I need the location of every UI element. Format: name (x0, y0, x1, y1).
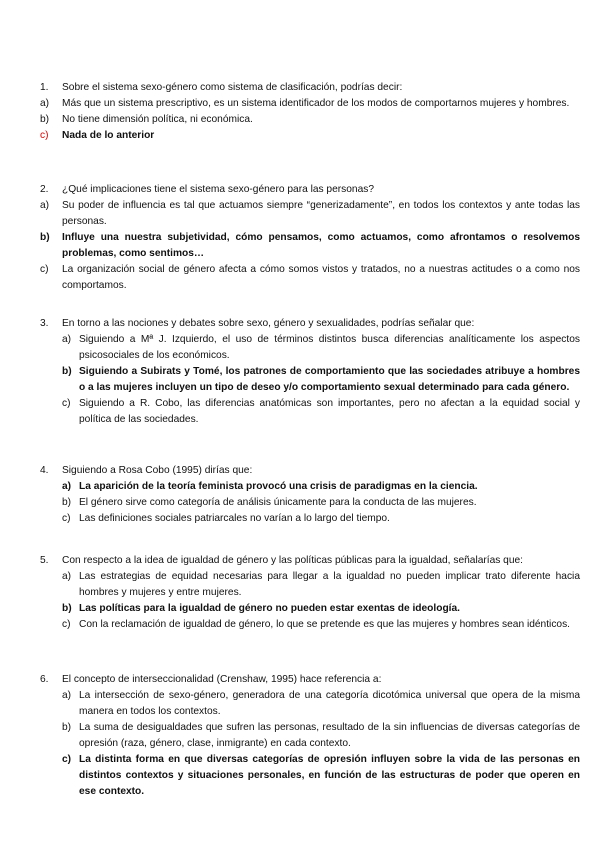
option-text: Su poder de influencia es tal que actuamos siempre “generizadamente”, en todos los contextos y ante todas las personas. (62, 200, 580, 227)
option-text: La suma de desigualdades que sufren las personas, resultado de la sin influencias de diversas categorías de opresión (raza, género, clase, inmigrante) en cada contexto. (79, 722, 580, 749)
option-text: Más que un sistema prescriptivo, es un sistema identificador de los modos de comportarnos mujeres y hombres. (62, 98, 570, 109)
option-text: Las definiciones sociales patriarcales no varían a lo largo del tiempo. (79, 513, 390, 524)
option-text: Siguiendo a R. Cobo, las diferencias anatómicas son importantes, pero no afectan a la equidad social y política de las sociedades. (79, 398, 580, 425)
question-text: Sobre el sistema sexo-género como sistema de clasificación, podrías decir: (62, 82, 403, 93)
option-b-correct (40, 364, 580, 396)
question-4 (40, 463, 580, 527)
option-text: La intersección de sexo-género, generadora de una categoría dicotómica universal que opera de la misma manera en todos los contextos. (79, 690, 580, 717)
question-stem (40, 182, 580, 198)
option-b (40, 720, 580, 752)
option-letter: c) (62, 398, 71, 409)
question-text: Siguiendo a Rosa Cobo (1995) dirías que: (62, 465, 253, 476)
question-number: 6. (40, 674, 49, 685)
question-number: 3. (40, 318, 49, 329)
option-letter: c) (40, 264, 49, 275)
option-letter: a) (62, 690, 72, 701)
option-text: El género sirve como categoría de análisis únicamente para la conducta de las mujeres. (79, 497, 477, 508)
question-stem (40, 80, 580, 96)
option-c (40, 617, 580, 633)
option-letter: a) (62, 334, 72, 345)
option-letter: c) (40, 130, 49, 141)
option-letter: b) (62, 603, 72, 614)
option-b-correct (40, 230, 580, 262)
option-text: Las políticas para la igualdad de género no pueden estar exentas de ideología. (79, 603, 461, 614)
option-text: Nada de lo anterior (62, 130, 155, 141)
option-text: Siguiendo a Subirats y Tomé, los patrones de comportamiento que las sociedades atribuye a hombres o a las mujeres incluyen un tipo de deseo y/o comportamiento sexual determinado para cada género. (79, 366, 580, 393)
option-letter: b) (40, 232, 50, 243)
option-b (40, 112, 580, 128)
question-stem (40, 316, 580, 332)
option-a (40, 688, 580, 720)
option-text: La distinta forma en que diversas categorías de opresión influyen sobre la vida de las personas en distintos contextos y situaciones personales, en función de las estructuras de poder que operen en ese contexto. (79, 754, 580, 797)
question-1 (40, 80, 580, 144)
option-text: No tiene dimensión política, ni económica. (62, 114, 253, 125)
question-2 (40, 182, 580, 294)
question-text: ¿Qué implicaciones tiene el sistema sexo-género para las personas? (62, 184, 375, 195)
option-a (40, 96, 580, 112)
option-letter: a) (40, 98, 50, 109)
question-text: En torno a las nociones y debates sobre sexo, género y sexualidades, podrías señalar que: (62, 318, 475, 329)
option-letter: b) (40, 114, 50, 125)
option-text: Con la reclamación de igualdad de género, lo que se pretende es que las mujeres y hombres sean idénticos. (79, 619, 570, 630)
option-letter: c) (62, 754, 72, 765)
question-stem (40, 463, 580, 479)
option-text: Siguiendo a Mª J. Izquierdo, el uso de términos distintos busca diferencias analíticamente los aspectos psicosociales de los económicos. (79, 334, 580, 361)
option-c-correct (40, 128, 580, 144)
question-6 (40, 672, 580, 800)
option-c (40, 396, 580, 428)
question-3 (40, 316, 580, 428)
question-number: 5. (40, 555, 49, 566)
option-text: La organización social de género afecta a cómo somos vistos y tratados, no a nuestras actitudes o a como nos comportamos. (62, 264, 580, 291)
option-letter: b) (62, 366, 72, 377)
option-letter: a) (62, 571, 72, 582)
question-number: 4. (40, 465, 49, 476)
option-letter: c) (62, 513, 71, 524)
option-b-correct (40, 601, 580, 617)
question-text: Con respecto a la idea de igualdad de género y las políticas públicas para la igualdad, señalarías que: (62, 555, 524, 566)
option-text: Influye una nuestra subjetividad, cómo pensamos, como actuamos, como afrontamos o resolvemos problemas, como sentimos… (62, 232, 580, 259)
option-letter: a) (40, 200, 50, 211)
question-text: El concepto de interseccionalidad (Crenshaw, 1995) hace referencia a: (62, 674, 382, 685)
option-c (40, 262, 580, 294)
question-5 (40, 553, 580, 633)
option-a (40, 332, 580, 364)
option-text: La aparición de la teoría feminista provocó una crisis de paradigmas en la ciencia. (79, 481, 478, 492)
question-stem (40, 553, 580, 569)
option-a-correct (40, 479, 580, 495)
option-c-correct (40, 752, 580, 800)
option-letter: b) (62, 722, 72, 733)
question-number: 1. (40, 82, 49, 93)
option-c (40, 511, 580, 527)
option-a (40, 569, 580, 601)
question-stem (40, 672, 580, 688)
option-letter: a) (62, 481, 72, 492)
question-number: 2. (40, 184, 49, 195)
option-a (40, 198, 580, 230)
option-letter: c) (62, 619, 71, 630)
option-b (40, 495, 580, 511)
option-letter: b) (62, 497, 72, 508)
option-text: Las estrategias de equidad necesarias para llegar a la igualdad no pueden implicar trato diferente hacia hombres y mujeres y entre mujeres. (79, 571, 580, 598)
